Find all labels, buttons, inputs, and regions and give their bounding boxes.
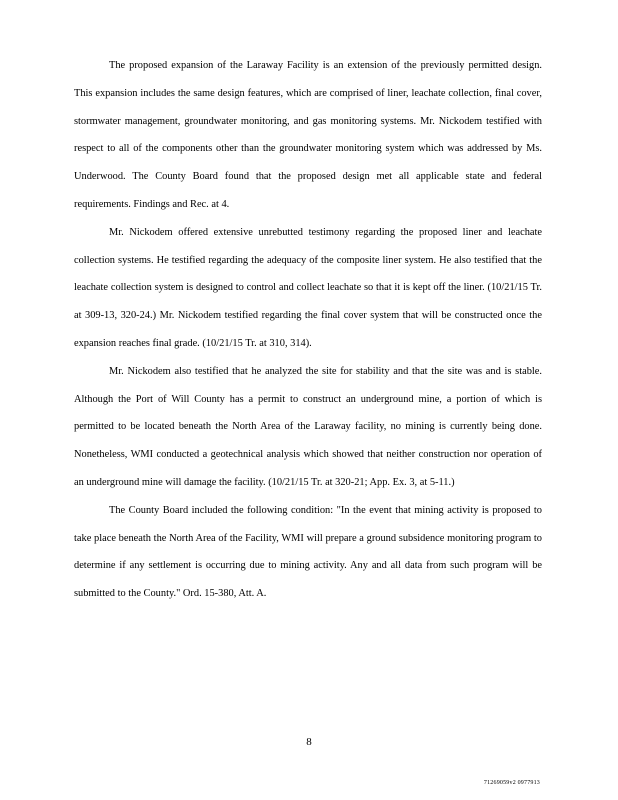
- document-id-footer: 71269059v2 0977913: [483, 780, 540, 786]
- page-number: 8: [306, 736, 312, 748]
- paragraph-site-stability: Mr. Nickodem also testified that he analyzed the site for stability and that the site was and is stable. Although the Port of Will County has a permit to construct an underground mine, a portion of which is permitted to be located beneath the North Area of the Laraway facility, no mining is currently being done. Nonetheless, WMI conducted a geotechnical analysis which showed that neither construction nor operation of an underground mine will damage the facility. (10/21/15 Tr. at 320-21; App. Ex. 3, at 5-11.): [74, 365, 542, 488]
- document-body: [74, 52, 542, 608]
- paragraph-county-condition: The County Board included the following condition: "In the event that mining activity is proposed to take place beneath the North Area of the Facility, WMI will prepare a ground subsidence monitoring program to determine if any settlement is occurring due to mining activity. Any and all data from such program will be submitted to the County." Ord. 15-380, Att. A.: [74, 504, 542, 600]
- paragraph-design-expansion: The proposed expansion of the Laraway Facility is an extension of the previously permitted design. This expansion includes the same design features, which are comprised of liner, leachate collection, final cover, stormwater management, groundwater monitoring, and gas monitoring systems. Mr. Nickodem testified with respect to all of the components other than the groundwater monitoring system which was addressed by Ms. Underwood. The County Board found that the proposed design met all applicable state and federal requirements. Findings and Rec. at 4.: [74, 60, 542, 210]
- paragraph-liner-testimony: Mr. Nickodem offered extensive unrebutted testimony regarding the proposed liner and leachate collection systems. He testified regarding the adequacy of the composite liner system. He also testified that the leachate collection system is designed to control and collect leachate so that it is kept off the liner. (10/21/15 Tr. at 309-13, 320-24.) Mr. Nickodem testified regarding the final cover system that will be constructed once the expansion reaches final grade. (10/21/15 Tr. at 310, 314).: [74, 226, 542, 349]
